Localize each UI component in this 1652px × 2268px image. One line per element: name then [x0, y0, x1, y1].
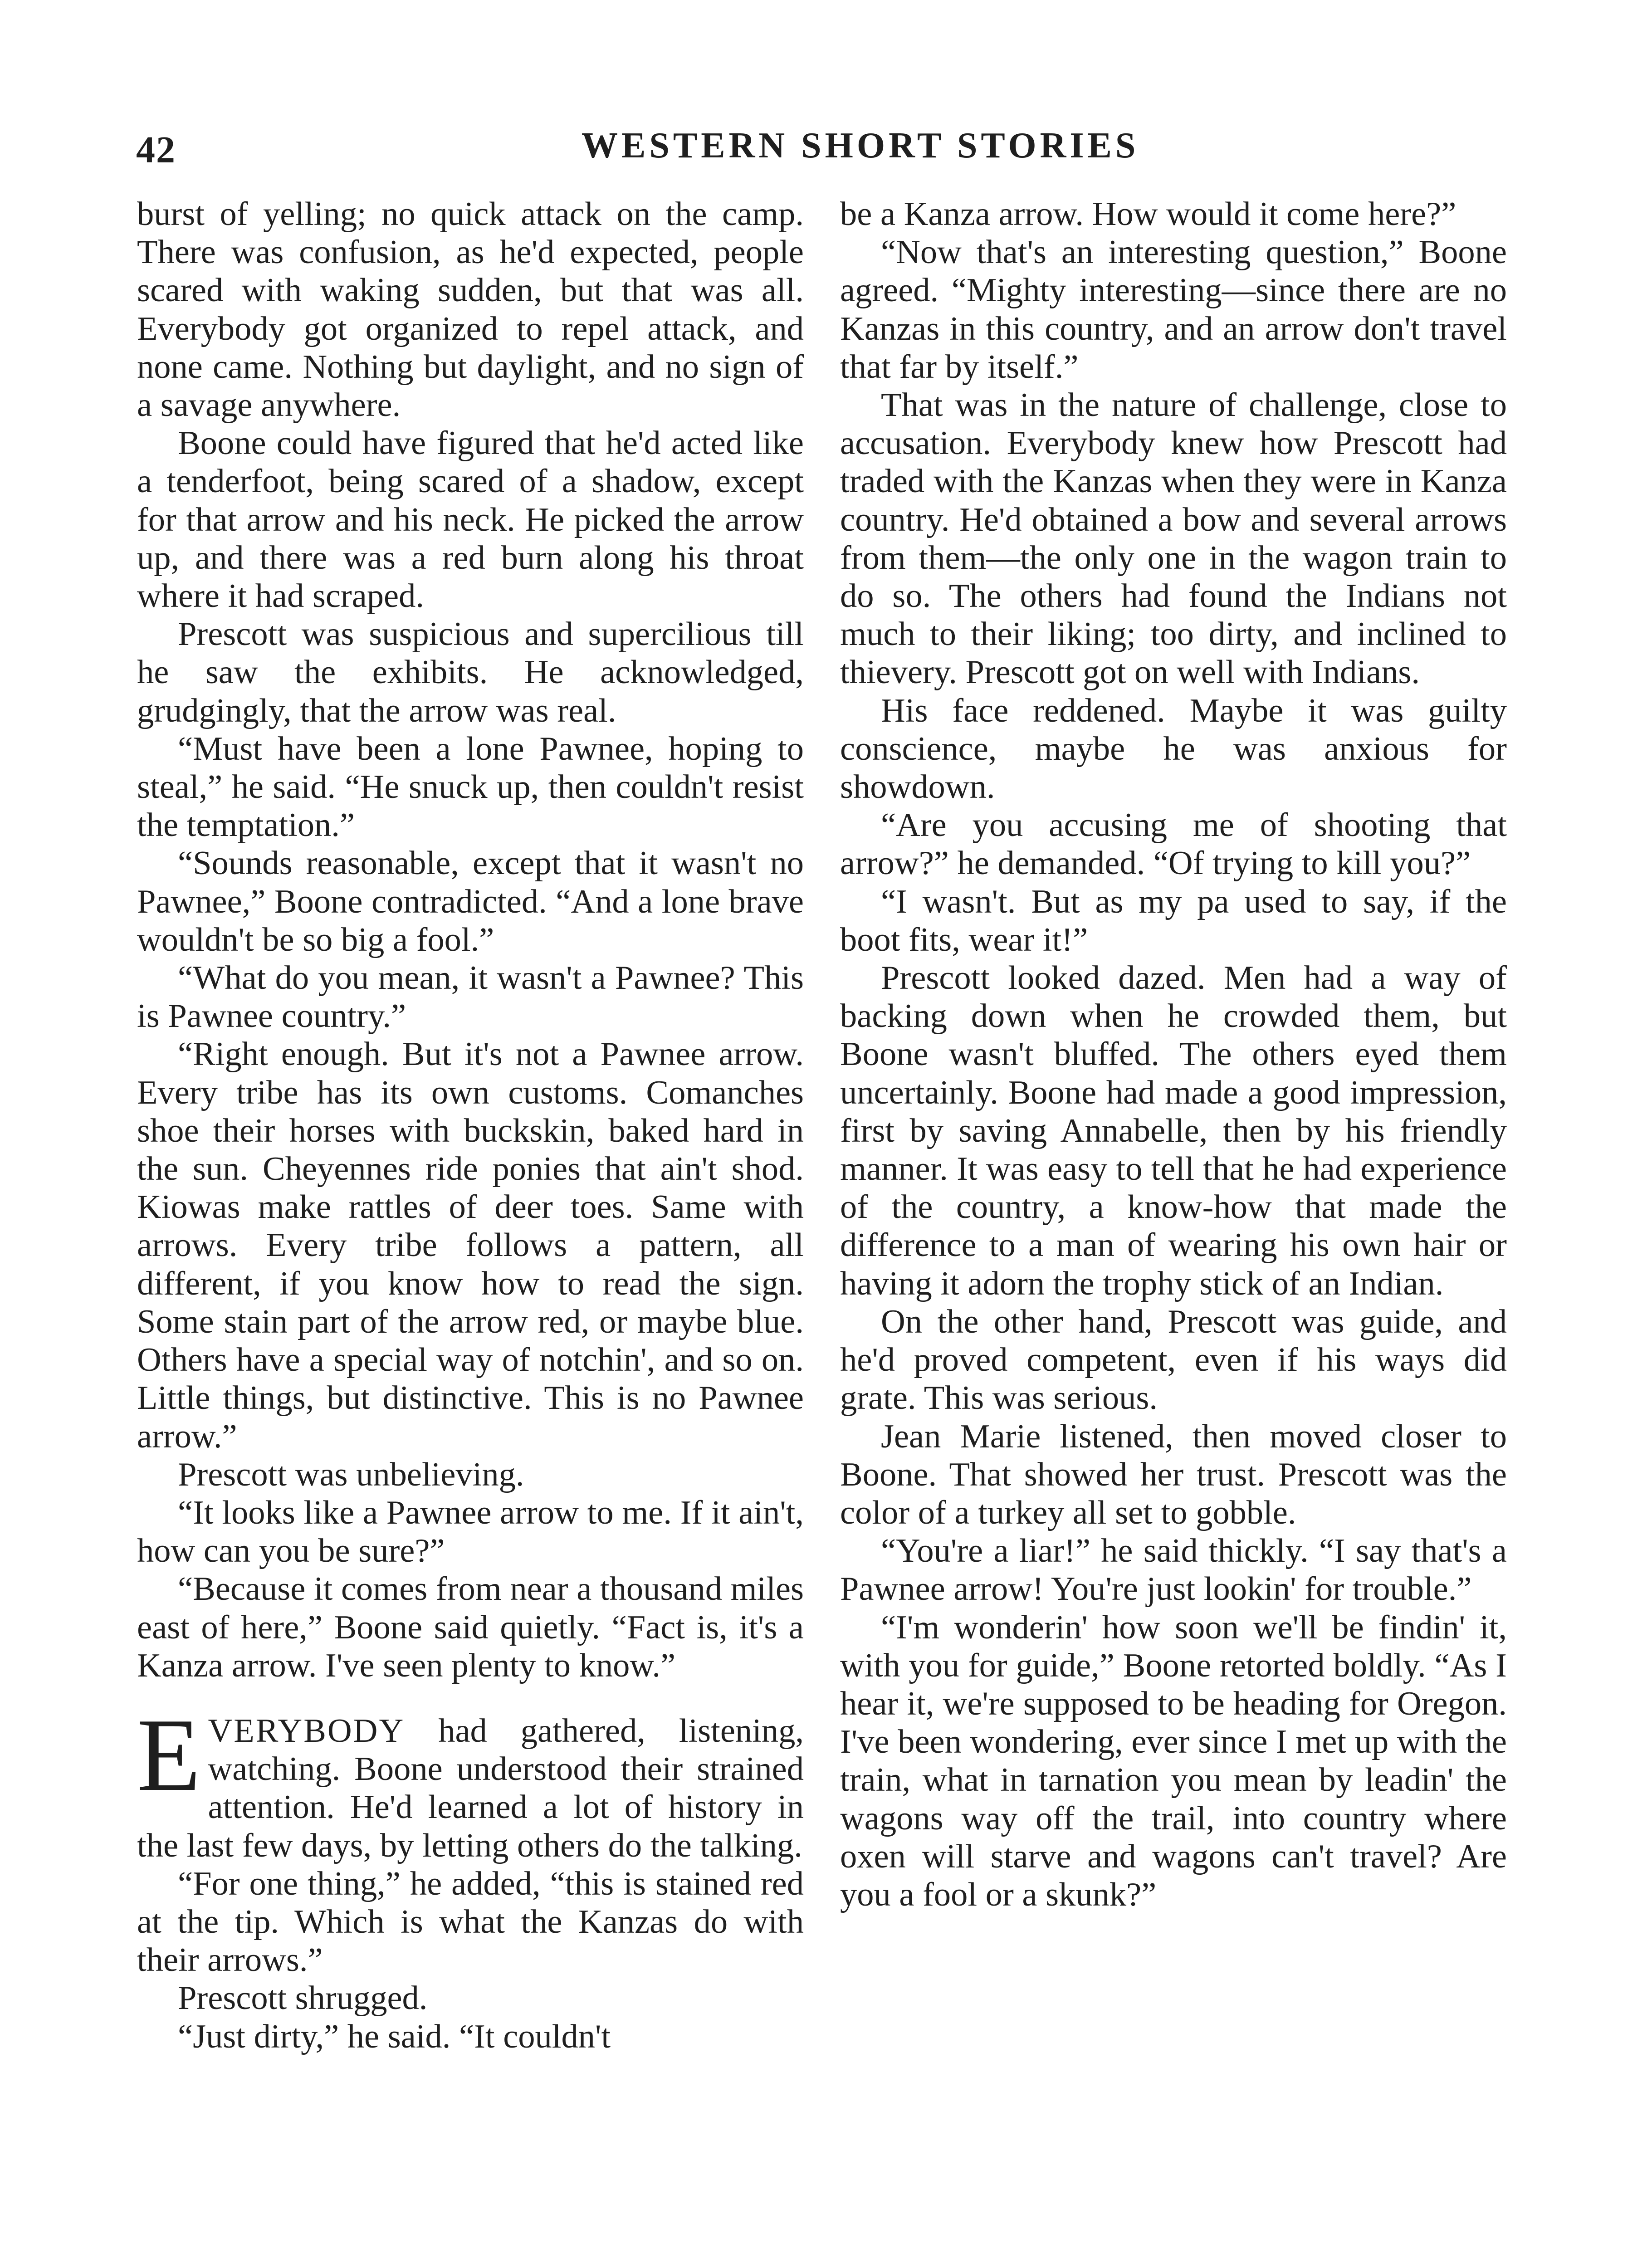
paragraph-text: had gathered, listening, watching. Boone understood their strained attention. He'd learned a lot of history in the last few days, by letting others do the talking.	[137, 1712, 804, 1864]
paragraph: His face reddened. Maybe it was guilty conscience, maybe he was anxious for showdown.	[840, 692, 1507, 806]
paragraph: be a Kanza arrow. How would it come here?”	[840, 196, 1456, 233]
paragraph: Jean Marie listened, then moved closer to Boone. That showed her trust. Prescott was the color of a turkey all set to gobble.	[840, 1418, 1507, 1531]
left-column	[137, 195, 804, 2056]
drop-cap: E	[137, 1696, 201, 1813]
paragraph: “You're a liar!” he said thickly. “I say that's a Pawnee arrow! You're just lookin' for trouble.”	[840, 1532, 1507, 1608]
paragraph: On the other hand, Prescott was guide, and he'd proved competent, even if his ways did grate. This was serious.	[840, 1303, 1507, 1417]
paragraph: burst of yelling; no quick attack on the camp. There was confusion, as he'd expected, people scared with waking sudden, but that was all. Everybody got organized to repel attack, and none came. Nothing but daylight, and no sign of a savage anywhere.	[137, 196, 804, 424]
paragraph: “Because it comes from near a thousand miles east of here,” Boone said quietly. “Fact is, it's a Kanza arrow. I've seen plenty to know.”	[137, 1570, 804, 1684]
paragraph: “It looks like a Pawnee arrow to me. If it ain't, how can you be sure?”	[137, 1494, 804, 1570]
paragraph: Prescott was unbelieving.	[178, 1456, 524, 1493]
paragraph: “What do you mean, it wasn't a Pawnee? This is Pawnee country.”	[137, 959, 804, 1035]
paragraph: “Now that's an interesting question,” Boone agreed. “Mighty interesting—since there are no Kanzas in this country, and an arrow don't travel that far by itself.”	[840, 234, 1507, 386]
paragraph: Boone could have figured that he'd acted like a tenderfoot, being scared of a shadow, except for that arrow and his neck. He picked the arrow up, and there was a red burn along his throat where it had scraped.	[137, 425, 804, 615]
paragraph: “Just dirty,” he said. “It couldn't	[178, 2018, 611, 2055]
drop-cap-word: VERYBODY	[208, 1712, 405, 1750]
paragraph: That was in the nature of challenge, close to accusation. Everybody knew how Prescott had traded with the Kanzas when they were in Kanza country. He'd obtained a bow and several arrows from them—the only one in the wagon train to do so. The others had found the Indians not much to their liking; too dirty, and inclined to thievery. Prescott got on well with Indians.	[840, 386, 1507, 691]
running-head: WESTERN SHORT STORIES	[582, 126, 1139, 166]
paragraph: “For one thing,” he added, “this is stained red at the tip. Which is what the Kanzas do with their arrows.”	[137, 1865, 804, 1979]
right-column	[840, 195, 1507, 1914]
section-opening-paragraph	[137, 1696, 804, 1865]
paragraph: Prescott was suspicious and supercilious till he saw the exhibits. He acknowledged, grudgingly, that the arrow was real.	[137, 616, 804, 729]
paragraph: “Must have been a lone Pawnee, hoping to steal,” he said. “He snuck up, then couldn't resist the temptation.”	[137, 730, 804, 844]
paragraph: “Right enough. But it's not a Pawnee arrow. Every tribe has its own customs. Comanches shoe their horses with buckskin, baked hard in the sun. Cheyennes ride ponies that ain't shod. Kiowas make rattles of deer toes. Same with arrows. Every tribe follows a pattern, all different, if you know how to read the sign. Some stain part of the arrow red, or maybe blue. Others have a special way of notchin', and so on. Little things, but distinctive. This is no Pawnee arrow.”	[137, 1036, 804, 1455]
paragraph: “Sounds reasonable, except that it wasn't no Pawnee,” Boone contradicted. “And a lone brave wouldn't be so big a fool.”	[137, 845, 804, 958]
paragraph: “I'm wonderin' how soon we'll be findin' it, with you for guide,” Boone retorted boldly. “As I hear it, we're supposed to be heading for Oregon. I've been wondering, ever since I met up with the train, what in tarnation you mean by leadin' the wagons way off the trail, into country where oxen will starve and wagons can't travel? Are you a fool or a skunk?”	[840, 1608, 1507, 1913]
paragraph: Prescott looked dazed. Men had a way of backing down when he crowded them, but Boone wasn't bluffed. The others eyed them uncertainly. Boone had made a good impression, first by saving Annabelle, then by his friendly manner. It was easy to tell that he had experience of the country, a know-how that made the difference to a man of wearing his own hair or having it adorn the trophy stick of an Indian.	[840, 959, 1507, 1302]
paragraph: Prescott shrugged.	[178, 1980, 428, 2017]
page-number: 42	[136, 129, 176, 171]
paragraph: “I wasn't. But as my pa used to say, if the boot fits, wear it!”	[840, 883, 1507, 958]
paragraph: “Are you accusing me of shooting that arrow?” he demanded. “Of trying to kill you?”	[840, 807, 1507, 882]
